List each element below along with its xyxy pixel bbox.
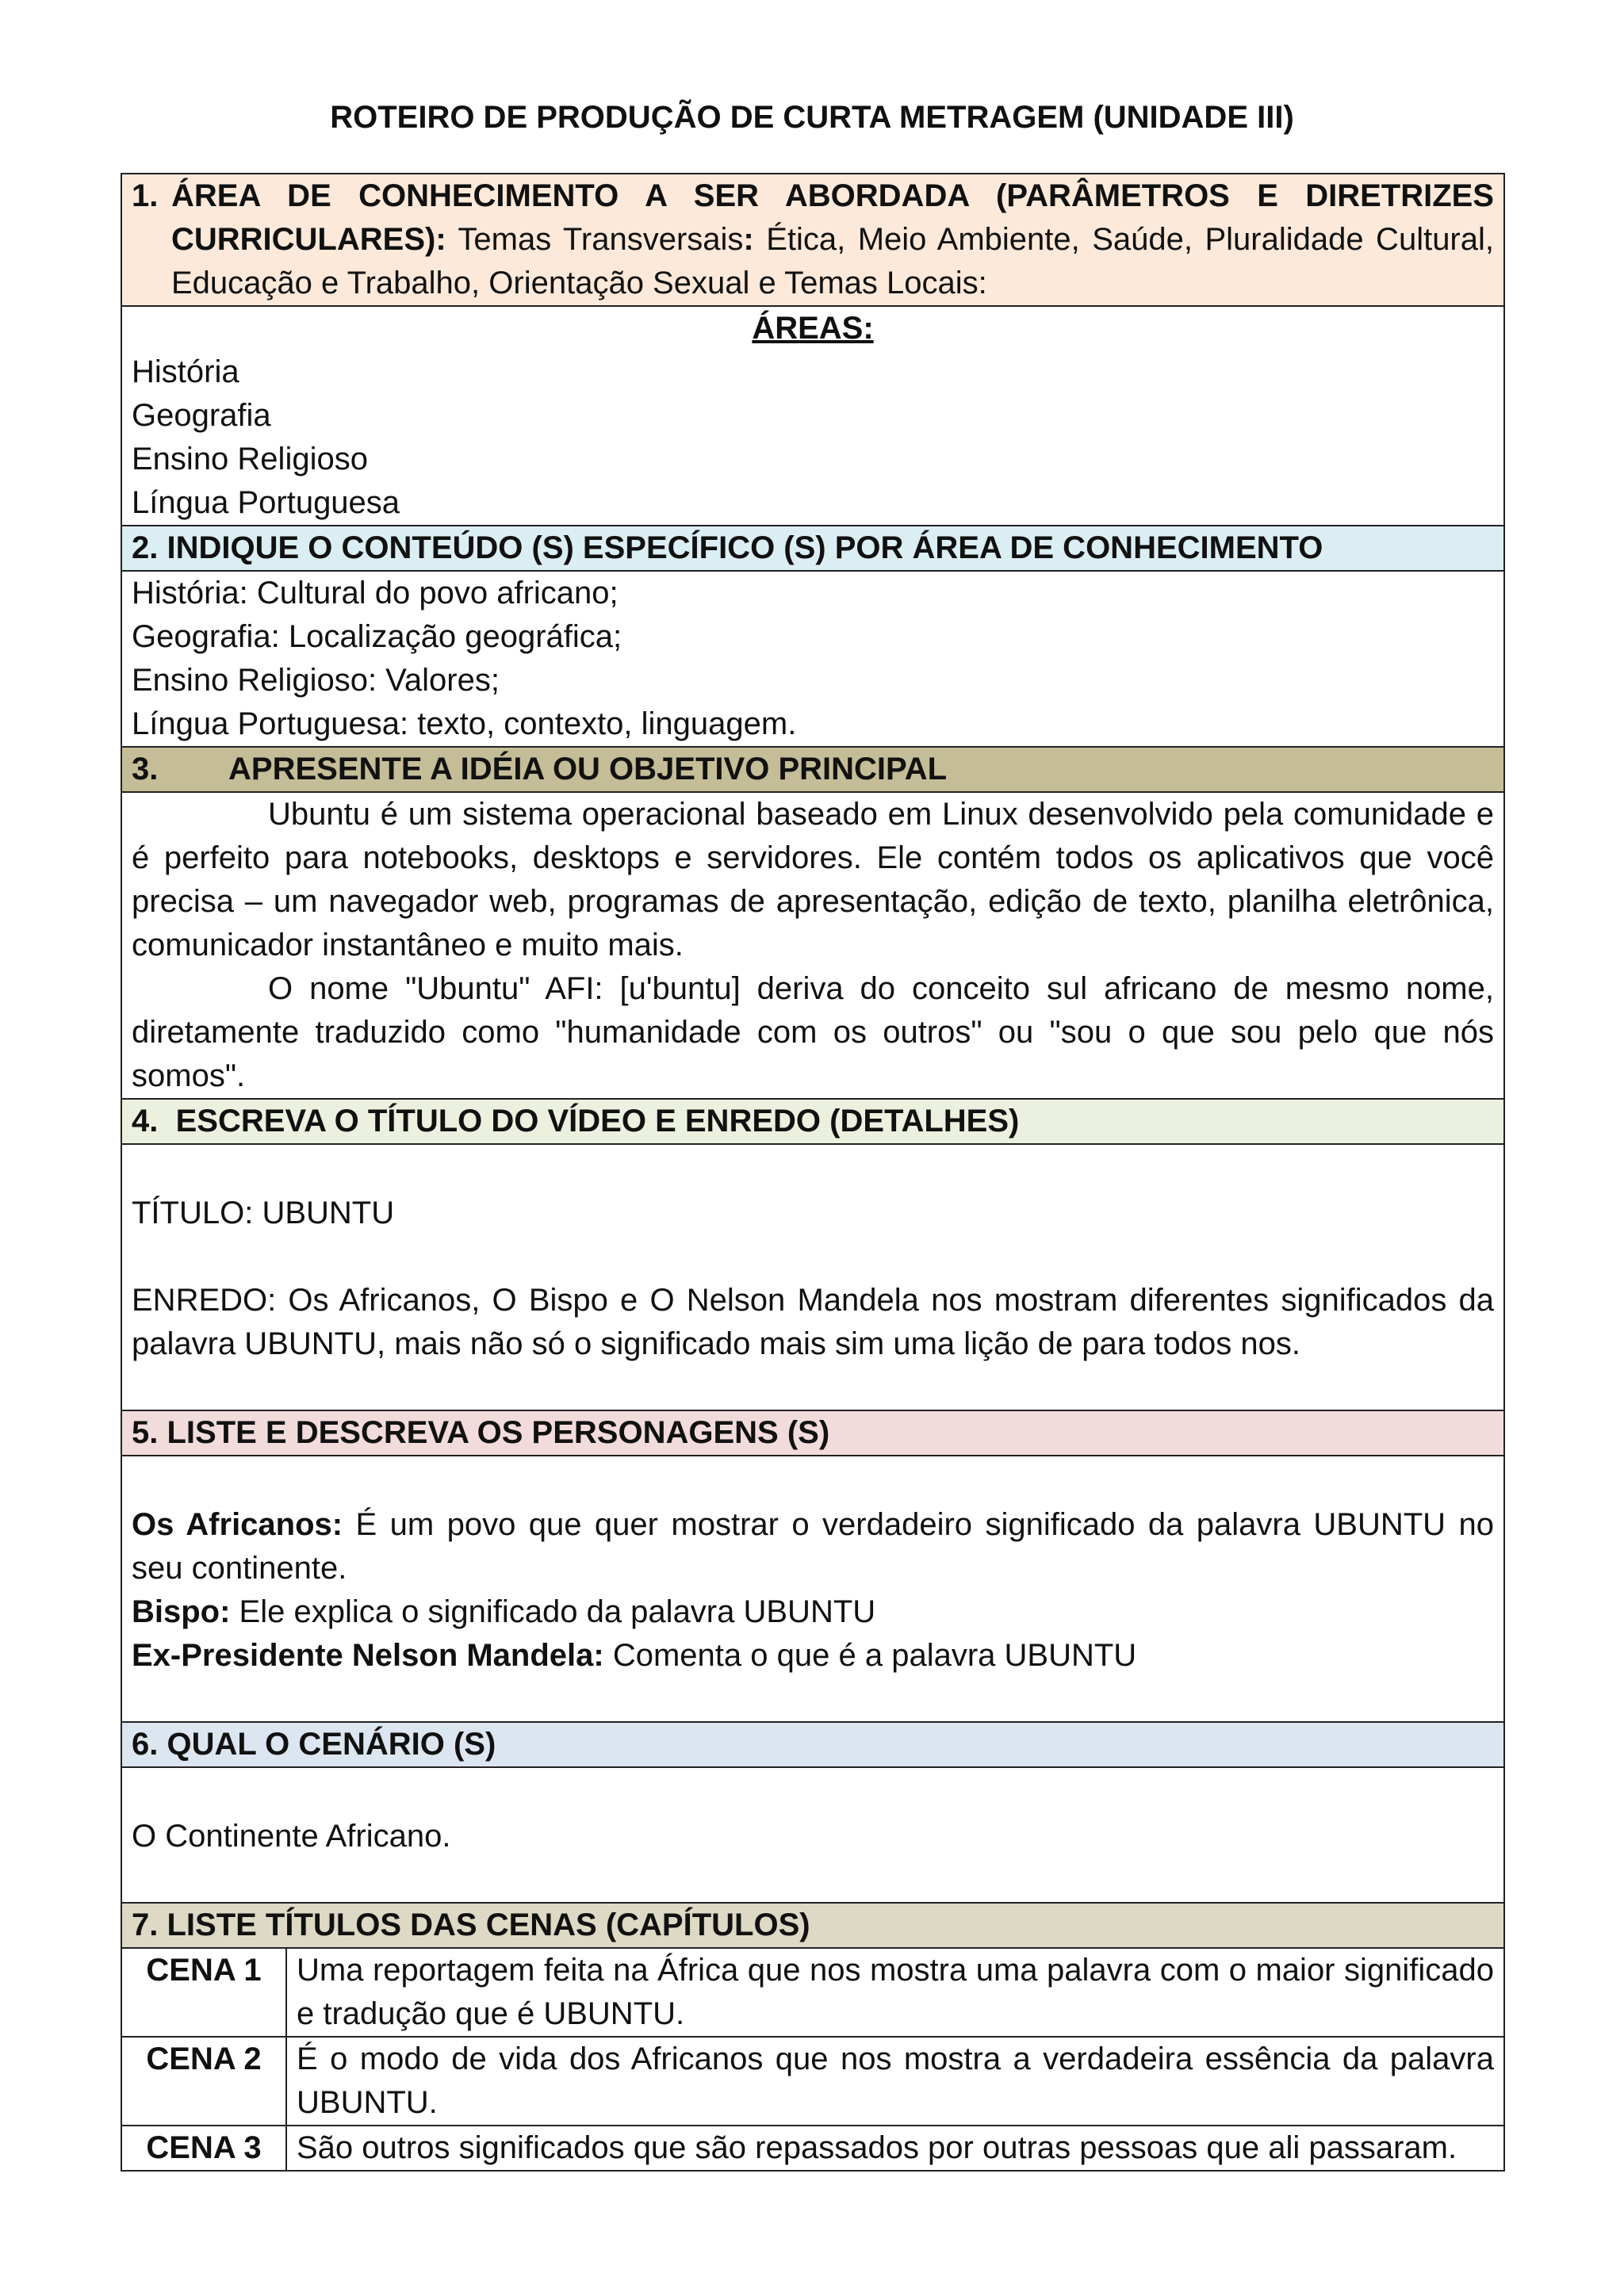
character-item — [132, 1590, 1494, 1634]
section2-header-row — [121, 526, 1504, 571]
scene-text: Uma reportagem feita na África que nos mostra uma palavra com o maior significado e tradução que é UBUNTU. — [286, 1948, 1504, 2037]
section4-body — [121, 1144, 1504, 1410]
script-table — [121, 173, 1505, 2172]
area-item: História — [132, 354, 239, 389]
section1-heading: ÁREA DE CONHECIMENTO A SER ABORDADA (PARÂMETROS E DIRETRIZES CURRICULARES): — [171, 178, 1494, 257]
character-desc: É um povo que quer mostrar o verdadeiro significado da palavra UBUNTU no seu continente. — [132, 1507, 1494, 1586]
section1-body-row — [121, 306, 1504, 526]
area-item: Língua Portuguesa — [132, 485, 400, 520]
section3-number: 3. — [132, 752, 159, 786]
scene-label: CENA 1 — [121, 1948, 286, 2037]
scene-text: É o modo de vida dos Africanos que nos mostra a verdadeira essência da palavra UBUNTU. — [286, 2037, 1504, 2126]
video-title: TÍTULO: UBUNTU — [132, 1196, 395, 1230]
section6-header: 6. QUAL O CENÁRIO (S) — [121, 1722, 1504, 1767]
section2-header: 2. INDIQUE O CONTEÚDO (S) ESPECÍFICO (S) POR ÁREA DE CONHECIMENTO — [121, 526, 1504, 571]
content-item: Geografia: Localização geográfica; — [132, 619, 622, 654]
section4-body-row — [121, 1144, 1504, 1410]
section1-header-row — [121, 174, 1504, 306]
section3-header — [121, 747, 1504, 792]
content-item: História: Cultural do povo africano; — [132, 576, 619, 610]
section5-header: 5. LISTE E DESCREVA OS PERSONAGENS (S) — [121, 1410, 1504, 1456]
character-item — [132, 1503, 1494, 1590]
content-item: Ensino Religioso: Valores; — [132, 663, 500, 698]
scene-text: São outros significados que são repassados por outras pessoas que ali passaram. — [286, 2126, 1504, 2171]
section1-colon: : — [743, 222, 754, 257]
section3-header-row — [121, 747, 1504, 792]
section2-body-row — [121, 571, 1504, 747]
section6-body — [121, 1767, 1504, 1903]
scene-label: CENA 3 — [121, 2126, 286, 2171]
section7-header: 7. LISTE TÍTULOS DAS CENAS (CAPÍTULOS) — [121, 1903, 1504, 1948]
scenario-text: O Continente Africano. — [132, 1819, 451, 1854]
areas-title: ÁREAS: — [752, 311, 874, 346]
section5-header-row — [121, 1410, 1504, 1456]
character-desc: Comenta o que é a palavra UBUNTU — [603, 1638, 1137, 1673]
scene-label: CENA 2 — [121, 2037, 286, 2126]
scene-row — [121, 2037, 1504, 2126]
character-item — [132, 1634, 1494, 1678]
character-name: Ex-Presidente Nelson Mandela: — [132, 1638, 604, 1673]
section6-body-row — [121, 1767, 1504, 1903]
area-item: Ensino Religioso — [132, 442, 368, 476]
section5-body-row — [121, 1456, 1504, 1722]
section3-heading: APRESENTE A IDÉIA OU OBJETIVO PRINCIPAL — [228, 752, 948, 786]
section1-subheading-b: Ética, Meio Ambiente, Saúde, Pluralidade Cultural, Educação e Trabalho, Orientação Sexual e Temas Locais: — [171, 222, 1494, 300]
section5-body — [121, 1456, 1504, 1722]
idea-paragraph-2: O nome "Ubuntu" AFI: [u'buntu] deriva do conceito sul africano de mesmo nome, diretamente traduzido como "humanidade com os outros" ou "sou o que sou pelo que nós somos". — [132, 971, 1494, 1093]
idea-paragraph-1: Ubuntu é um sistema operacional baseado em Linux desenvolvido pela comunidade e é perfeito para notebooks, desktops e servidores. Ele contém todos os aplicativos que você precisa – um navegador web, programas de apresentação, edição de texto, planilha eletrônica, comunicador instantâneo e muito mais. — [132, 797, 1494, 962]
section6-header-row — [121, 1722, 1504, 1767]
section1-subheading-a: Temas Transversais — [446, 222, 744, 257]
scene-row — [121, 2126, 1504, 2171]
character-name: Bispo: — [132, 1594, 231, 1629]
video-plot: ENREDO: Os Africanos, O Bispo e O Nelson Mandela nos mostram diferentes significados da palavra UBUNTU, mais não só o significado mais sim uma lição de para todos nos. — [132, 1283, 1494, 1361]
section2-body — [121, 571, 1504, 747]
section3-body-row — [121, 792, 1504, 1099]
character-name: Os Africanos: — [132, 1507, 343, 1542]
section7-header-row — [121, 1903, 1504, 1948]
content-item: Língua Portuguesa: texto, contexto, linguagem. — [132, 706, 797, 741]
section1-body — [121, 306, 1504, 526]
section1-number: 1. — [132, 178, 159, 213]
document-title: ROTEIRO DE PRODUÇÃO DE CURTA METRAGEM (UNIDADE III) — [330, 100, 1294, 135]
scene-row — [121, 1948, 1504, 2037]
section4-header-row — [121, 1099, 1504, 1144]
character-desc: Ele explica o significado da palavra UBUNTU — [230, 1594, 876, 1629]
section3-body — [121, 792, 1504, 1099]
area-item: Geografia — [132, 398, 271, 433]
section1-header — [121, 174, 1504, 306]
section4-header: 4. ESCREVA O TÍTULO DO VÍDEO E ENREDO (DETALHES) — [121, 1099, 1504, 1144]
